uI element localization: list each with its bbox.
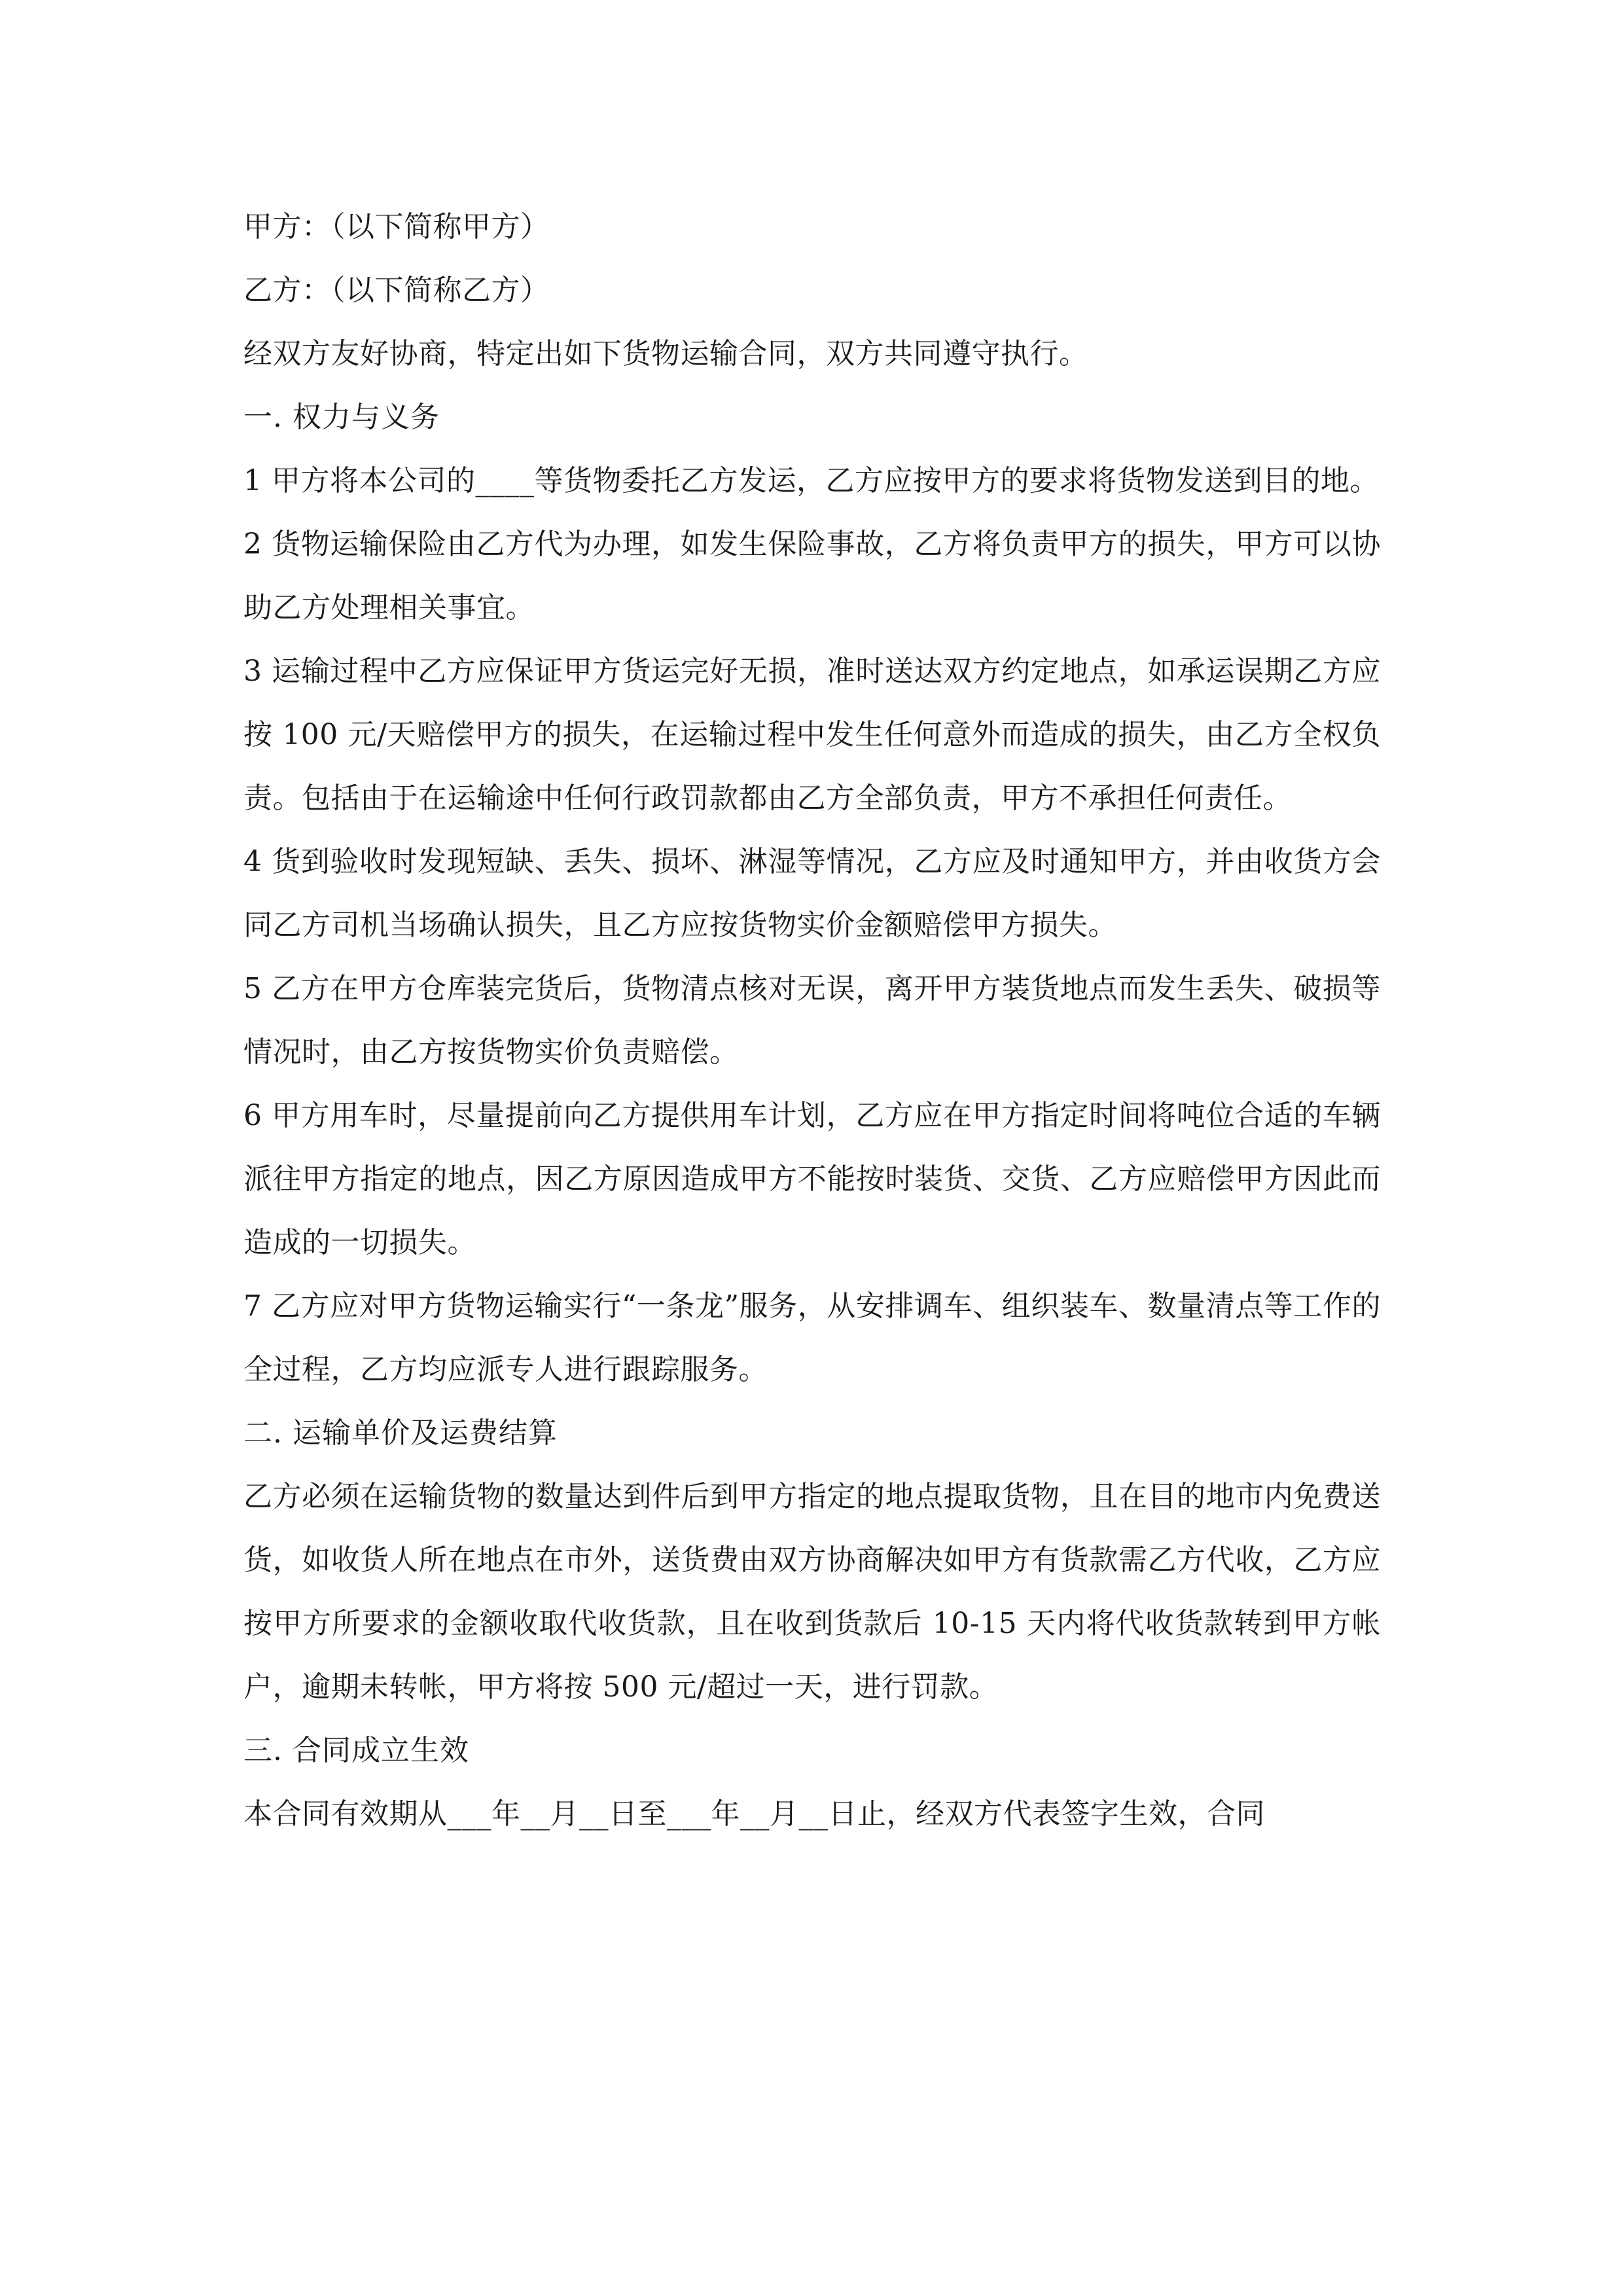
clause-6: 6 甲方用车时，尽量提前向乙方提供用车计划，乙方应在甲方指定时间将吨位合适的车辆派往甲方指定的地点，因乙方原因造成甲方不能按时装货、交货、乙方应赔偿甲方因此而造成的一切损失。	[243, 1099, 1381, 1259]
party-a-line: 甲方：（以下简称甲方）	[243, 210, 550, 243]
clause-4: 4 货到验收时发现短缺、丢失、损坏、淋湿等情况，乙方应及时通知甲方，并由收货方会同乙方司机当场确认损失，且乙方应按货物实价金额赔偿甲方损失。	[243, 845, 1381, 942]
clause-2: 2 货物运输保险由乙方代为办理，如发生保险事故，乙方将负责甲方的损失，甲方可以协助乙方处理相关事宜。	[243, 528, 1381, 624]
section-2-body: 乙方必须在运输货物的数量达到件后到甲方指定的地点提取货物，且在目的地市内免费送货，如收货人所在地点在市外，送货费由双方协商解决如甲方有货款需乙方代收，乙方应按甲方所要求的金额收取代收货款，且在收到货款后 10-15 天内将代收货款转到甲方帐户，逾期未转帐，甲方将按 500 元/超过一天，进行罚款。	[243, 1480, 1381, 1704]
clause-5: 5 乙方在甲方仓库装完货后，货物清点核对无误，离开甲方装货地点而发生丢失、破损等情况时，由乙方按货物实价负责赔偿。	[243, 972, 1381, 1069]
clause-7: 7 乙方应对甲方货物运输实行“一条龙”服务，从安排调车、组织装车、数量清点等工作的全过程，乙方均应派专人进行跟踪服务。	[243, 1289, 1381, 1386]
party-b-line: 乙方：（以下简称乙方）	[243, 274, 550, 307]
section-3-heading: 三. 合同成立生效	[243, 1734, 469, 1767]
clause-3: 3 运输过程中乙方应保证甲方货运完好无损，准时送达双方约定地点，如承运误期乙方应按 100 元/天赔偿甲方的损失，在运输过程中发生任何意外而造成的损失，由乙方全权负责。包括由于在运输途中任何行政罚款都由乙方全部负责，甲方不承担任何责任。	[243, 655, 1381, 815]
section-2-heading: 二. 运输单价及运费结算	[243, 1416, 558, 1450]
section-3-body: 本合同有效期从___年__月__日至___年__月__日止，经双方代表签字生效，合同	[243, 1797, 1265, 1831]
section-1-heading: 一. 权力与义务	[243, 401, 440, 434]
document-body	[243, 195, 1381, 1846]
intro-paragraph: 经双方友好协商，特定出如下货物运输合同，双方共同遵守执行。	[243, 337, 1088, 370]
clause-1: 1 甲方将本公司的____等货物委托乙方发运，乙方应按甲方的要求将货物发送到目的地。	[243, 464, 1379, 497]
